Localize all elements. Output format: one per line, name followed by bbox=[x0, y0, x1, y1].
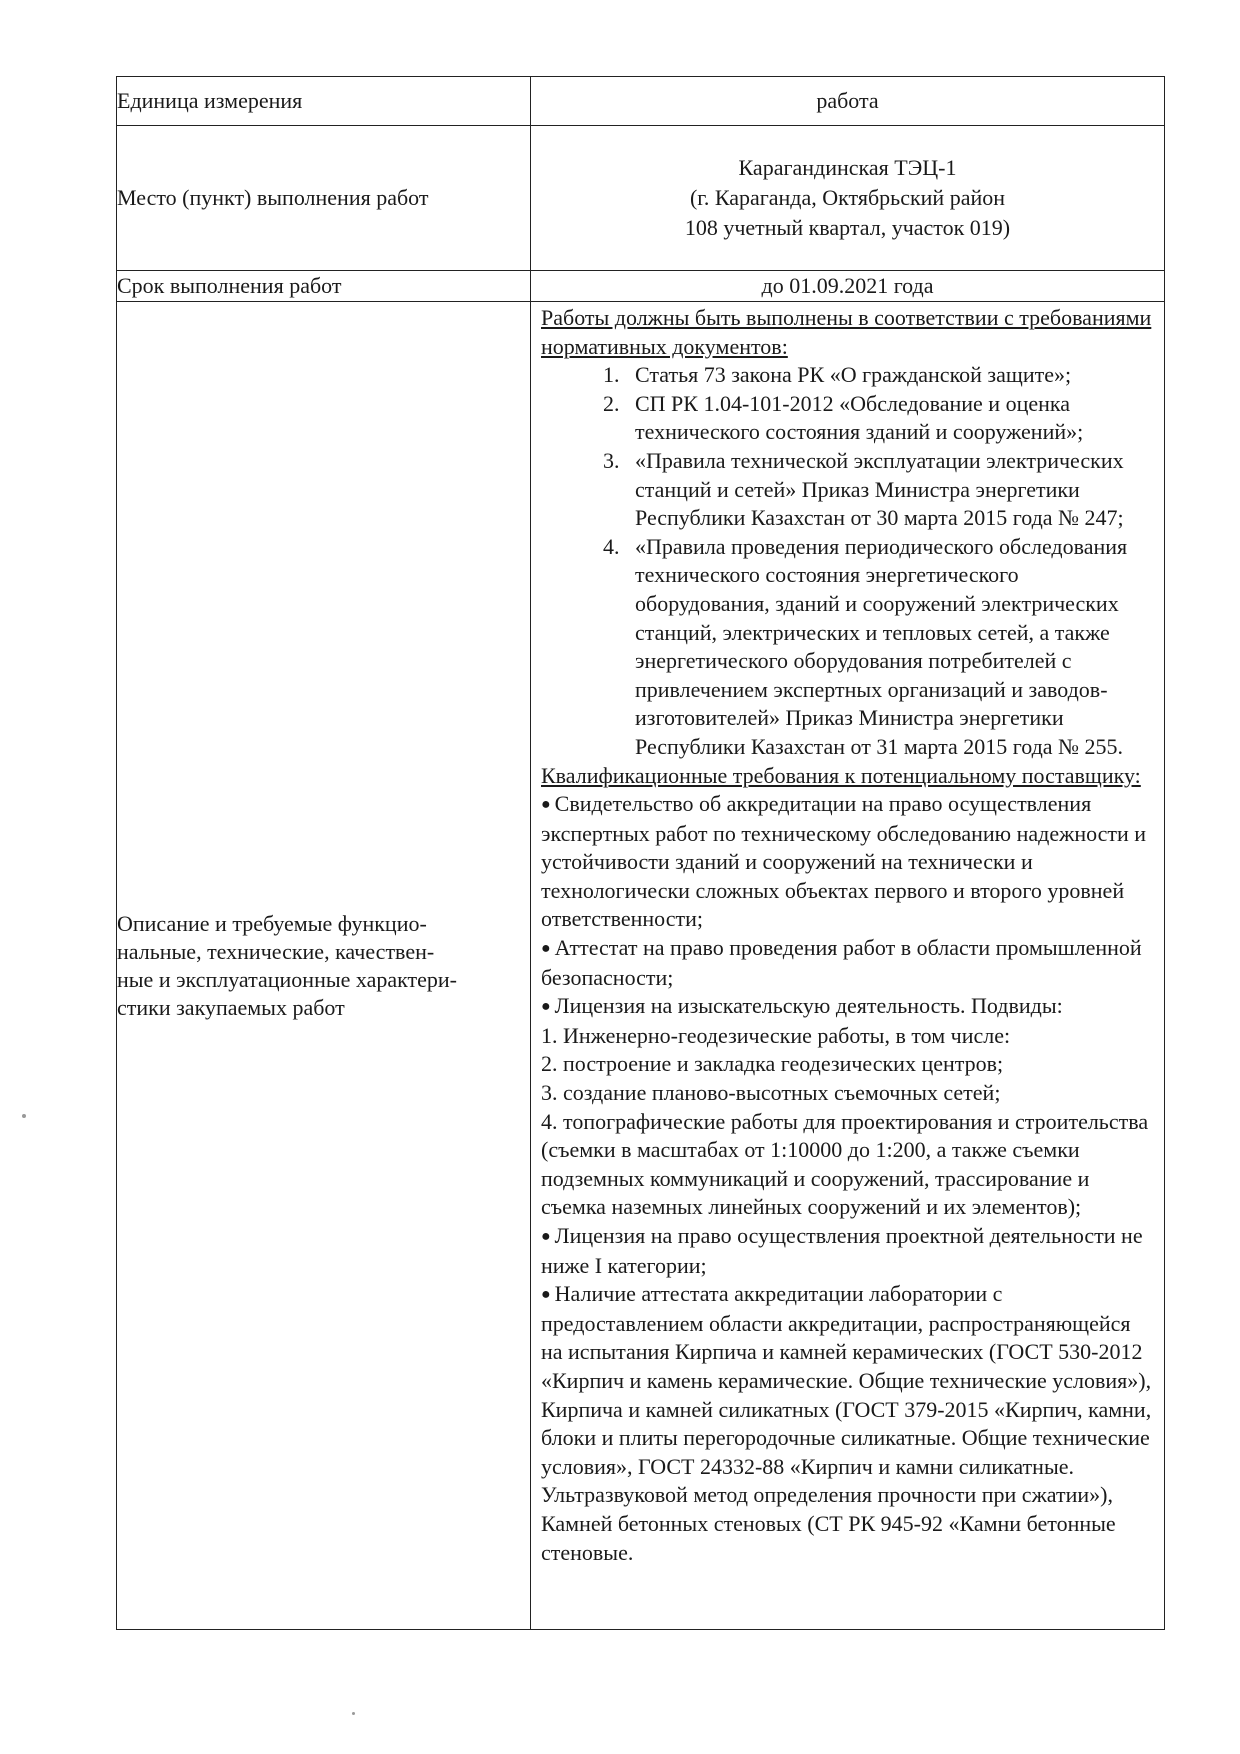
place-value bbox=[531, 126, 1165, 271]
normative-list bbox=[541, 361, 1156, 761]
unit-label: Единица измерения bbox=[117, 77, 531, 126]
survey-subtype: 2. построение и закладка геодезических центров; bbox=[541, 1051, 1004, 1077]
normative-item: 3. «Правила технической эксплуатации электрических станций и сетей» Приказ Министра энергетики Республики Казахстан от 30 марта 2015 года № 247; bbox=[625, 447, 1156, 533]
qualification-item: ● Лицензия на изыскательскую деятельность. Подвиды: bbox=[541, 992, 1156, 1022]
description-label-line: Описание и требуемые функцио- bbox=[117, 910, 427, 936]
table-row-description bbox=[117, 302, 1165, 1630]
table-row-unit bbox=[117, 77, 1165, 126]
normative-item: 4. «Правила проведения периодического обследования технического состояния энергетического оборудования, зданий и сооружений электрических станций, электрических и тепловых сетей, а также энергетического оборудования потребителей с привлечением экспертных организаций и заводов-изготовителей» Приказ Министра энергетики Республики Казахстан от 31 марта 2015 года № 255. bbox=[625, 533, 1156, 762]
unit-value: работа bbox=[531, 77, 1165, 126]
survey-subtype: 4. топографические работы для проектирования и строительства (съемки в масштабах от 1:10000 до 1:200, а также съемки подземных коммуникаций и сооружений, трассирование и съемка наземных линейных сооружений и их элементов); bbox=[541, 1108, 1149, 1220]
description-label-line: ные и эксплуатационные характери- bbox=[117, 966, 458, 992]
description-label-line: стики закупаемых работ bbox=[117, 994, 345, 1020]
place-line: Карагандинская ТЭЦ-1 bbox=[738, 155, 957, 180]
description-label bbox=[117, 302, 531, 1630]
scan-speck bbox=[22, 1114, 26, 1118]
survey-subtype: 3. создание планово-высотных съемочных сетей; bbox=[541, 1080, 1001, 1106]
qualification-heading: Квалификационные требования к потенциальному поставщику: bbox=[541, 762, 1141, 788]
table-row-place bbox=[117, 126, 1165, 271]
qualification-item: ● Аттестат на право проведения работ в области промышленной безопасности; bbox=[541, 934, 1156, 992]
normative-heading: Работы должны быть выполнены в соответствии с требованиями нормативных документов: bbox=[541, 305, 1152, 359]
table-row-term bbox=[117, 271, 1165, 302]
qualification-item: ● Лицензия на право осуществления проектной деятельности не ниже I категории; bbox=[541, 1222, 1156, 1280]
survey-subtype: 1. Инженерно-геодезические работы, в том числе: bbox=[541, 1022, 1011, 1048]
place-line: (г. Караганда, Октябрьский район bbox=[689, 185, 1006, 210]
description-content bbox=[531, 302, 1165, 1630]
description-label-line: нальные, технические, качествен- bbox=[117, 938, 435, 964]
term-label: Срок выполнения работ bbox=[117, 271, 531, 302]
normative-item: 1. Статья 73 закона РК «О гражданской защите»; bbox=[625, 361, 1156, 390]
place-label: Место (пункт) выполнения работ bbox=[117, 126, 531, 271]
place-line: 108 учетный квартал, участок 019) bbox=[684, 215, 1011, 240]
term-value: до 01.09.2021 года bbox=[531, 271, 1165, 302]
normative-item: 2. СП РК 1.04-101-2012 «Обследование и оценка технического состояния зданий и сооружений»; bbox=[625, 390, 1156, 447]
specification-table bbox=[116, 76, 1165, 1630]
qualification-item: ● Наличие аттестата аккредитации лаборатории с предоставлением области аккредитации, распространяющейся на испытания Кирпича и камней керамических (ГОСТ 530-2012 «Кирпич и камень керамические. Общие технические условия»), Кирпича и камней силикатных (ГОСТ 379-2015 «Кирпич, камни, блоки и плиты перегородочные силикатные. Общие технические условия», ГОСТ 24332-88 «Кирпич и камни силикатные. Ультразвуковой метод определения прочности при сжатии»), Камней бетонных стеновых (СТ РК 945-92 «Камни бетонные стеновые. bbox=[541, 1280, 1156, 1567]
scan-speck bbox=[352, 1712, 355, 1715]
qualification-item: ● Свидетельство об аккредитации на право осуществления экспертных работ по техническому обследованию надежности и устойчивости зданий и сооружений на технически и технологически сложных объектах первого и второго уровней ответственности; bbox=[541, 790, 1156, 934]
